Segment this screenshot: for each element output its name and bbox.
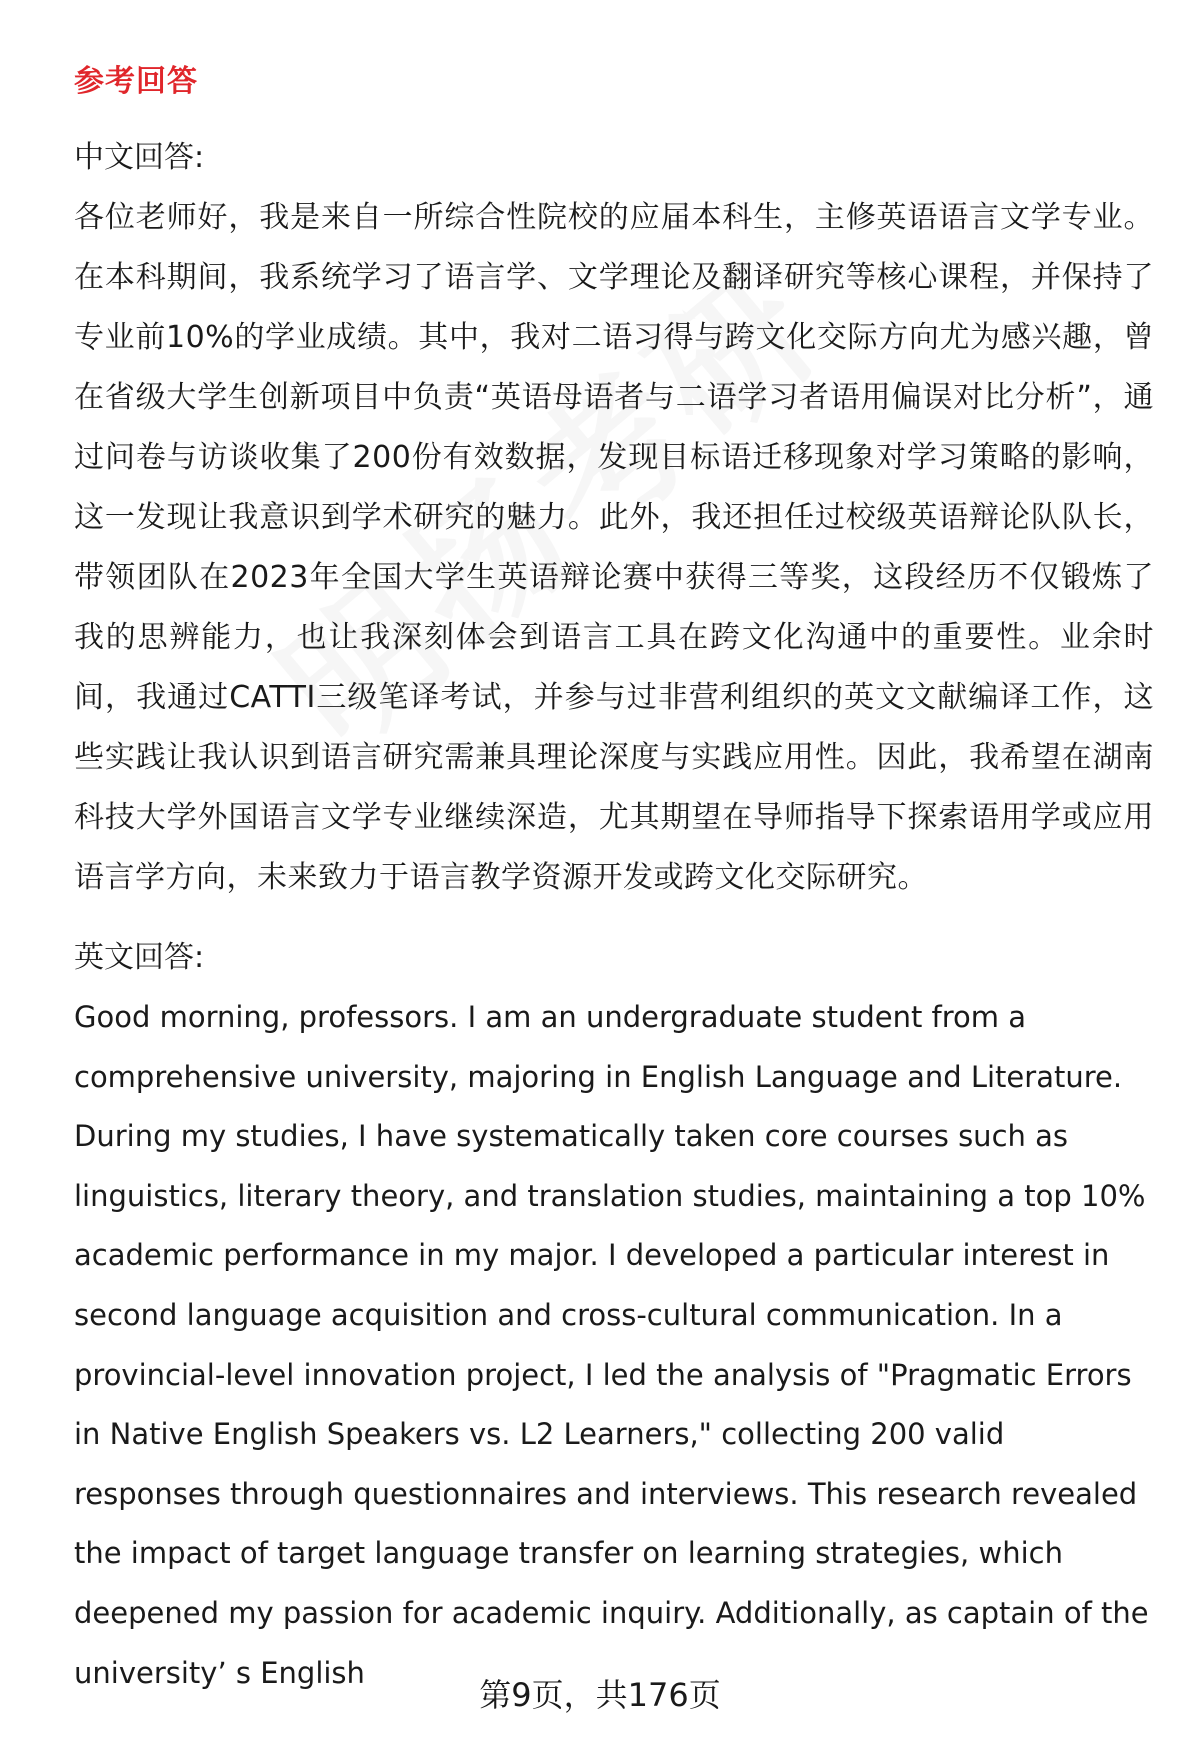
answer-content (74, 128, 1154, 1703)
page-number: 第9页，共176页 (479, 1676, 721, 1714)
section-gap (74, 908, 1154, 928)
chinese-answer-label: 中文回答: (74, 140, 205, 175)
chinese-answer-text: 各位老师好，我是来自一所综合性院校的应届本科生，主修英语语言文学专业。在本科期间，我系统学习了语言学、文学理论及翻译研究等核心课程，并保持了专业前10%的学业成绩。其中，我对二语习得与跨文化交际方向尤为感兴趣，曾在省级大学生创新项目中负责“英语母语者与二语学习者语用偏误对比分析”，通过问卷与访谈收集了200份有效数据，发现目标语迁移现象对学习策略的影响，这一发现让我意识到学术研究的魅力。此外，我还担任过校级英语辩论队队长，带领团队在2023年全国大学生英语辩论赛中获得三等奖，这段经历不仅锻炼了我的思辨能力，也让我深刻体会到语言工具在跨文化沟通中的重要性。业余时间，我通过CATTI三级笔译考试，并参与过非营利组织的英文文献编译工作，这些实践让我认识到语言研究需兼具理论深度与实践应用性。因此，我希望在湖南科技大学外国语言文学专业继续深造，尤其期望在导师指导下探索语用学或应用语言学方向，未来致力于语言教学资源开发或跨文化交际研究。 (74, 200, 1154, 895)
english-answer-text: Good morning, professors. I am an undergraduate student from a comprehensive university, majoring in English Language and Literature. During my studies, I have systematically taken core courses such as linguistics, literary theory, and translation studies, maintaining a top 10% academic performance in my major. I developed a particular interest in second language acquisition and cross-cultural communication. In a provincial-level innovation project, I led the analysis of "Pragmatic Errors in Native English Speakers vs. L2 Learners," collecting 200 valid responses through questionnaires and interviews. This research revealed the impact of target language transfer on learning strategies, which deepened my passion for academic inquiry. Additionally, as captain of the university’ s English (74, 1000, 1149, 1690)
english-answer-label: 英文回答: (74, 940, 205, 975)
section-title: 参考回答 (74, 64, 198, 99)
